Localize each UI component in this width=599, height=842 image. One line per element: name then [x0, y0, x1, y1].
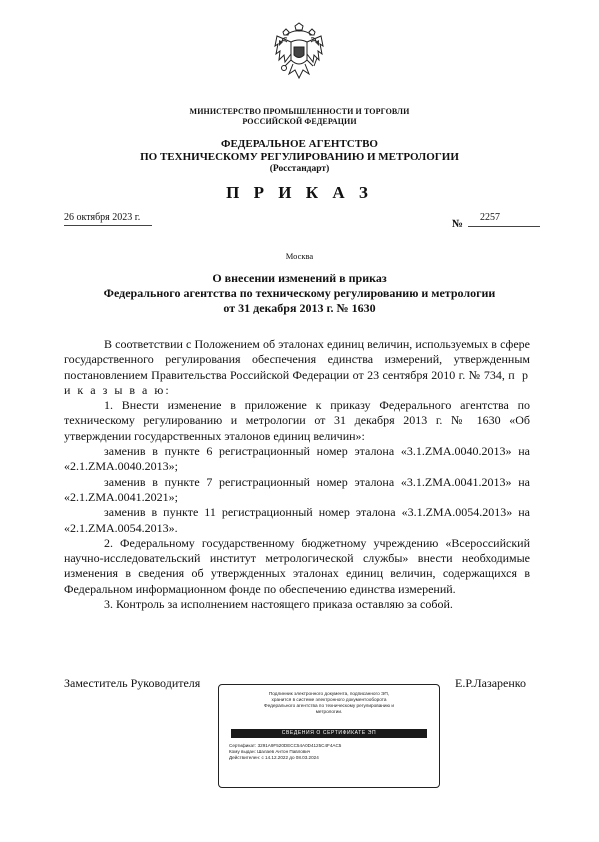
agency-line-1: ФЕДЕРАЛЬНОЕ АГЕНТСТВО: [221, 138, 378, 150]
coat-of-arms-emblem: [271, 22, 327, 88]
stamp-owner-value: Шалаев Антон Павлович: [257, 749, 311, 754]
stamp-valid-label: Действителен:: [229, 755, 261, 760]
city: Москва: [285, 251, 314, 261]
agency-name: [0, 138, 599, 163]
stamp-owner-label: Кому выдан:: [229, 749, 256, 754]
order-body: [64, 337, 530, 612]
decree-word: п р и к а з ы в а ю:: [64, 367, 531, 397]
subject-line-2: Федерального агентства по техническому регулированию и метрологии: [103, 286, 496, 300]
stamp-intro-line-1: Подлинник электронного документа, подписанного ЭП,: [268, 691, 390, 696]
subject-line-1: О внесении изменений в приказ: [212, 271, 387, 285]
agency-line-2: ПО ТЕХНИЧЕСКОМУ РЕГУЛИРОВАНИЮ И МЕТРОЛОГИИ: [140, 150, 459, 163]
signer-name: Е.Р.Лазаренко: [455, 676, 527, 690]
stamp-intro-line-4: метрологии.: [315, 709, 343, 714]
electronic-signature-stamp: [218, 684, 440, 788]
stamp-certificate-header: СВЕДЕНИЯ О СЕРТИФИКАТЕ ЭП: [231, 729, 427, 738]
paragraph-change-11: заменив в пункте 11 регистрационный номер эталона «3.1.ZMA.0054.2013» на «2.1.ZMA.0054.2013».: [64, 505, 530, 535]
stamp-valid-row: [229, 755, 435, 761]
date-underline: [64, 225, 152, 226]
order-date: 26 октября 2023 г.: [64, 212, 141, 223]
paragraph-change-6: заменив в пункте 6 регистрационный номер эталона «3.1.ZMA.0040.2013» на «2.1.ZMA.0040.2013»;: [64, 444, 530, 474]
paragraph-item-1: 1. Внести изменение в приложение к приказу Федерального агентства по техническому регулированию и метрологии от 31 декабря 2013 г. № 1630 «Об утверждении государственных эталонов единиц величин»:: [64, 398, 530, 443]
paragraph-preamble: [64, 337, 530, 398]
stamp-intro: [227, 691, 431, 715]
preamble-text: В соответствии с Положением об эталонах единиц величин, используемых в сфере государственного регулирования обеспечения единства измерений, утвержденным постановлением Правительства Российской Федерации от 23 сентября 2010 г. № 734,: [64, 337, 530, 382]
paragraph-item-2: 2. Федеральному государственному бюджетному учреждению «Всероссийский научно-исследовательский институт метрологической службы» внести необходимые изменения в сведения об утвержденных эталонах единиц величин, содержащихся в Федеральном информационном фонде по обеспечению единства измерений.: [64, 535, 530, 596]
ministry-line-2: РОССИЙСКОЙ ФЕДЕРАЦИИ: [242, 116, 357, 126]
stamp-valid-value: с 14.12.2022 до 08.03.2024: [261, 755, 319, 760]
subject-line-3: от 31 декабря 2013 г. № 1630: [223, 301, 376, 315]
stamp-cert-value: 3291A9F520DECC54A0D4125C4F4AC5: [257, 743, 342, 748]
ministry-name: [0, 107, 599, 126]
stamp-cert-label: Сертификат:: [229, 743, 257, 748]
paragraph-change-7: заменив в пункте 7 регистрационный номер эталона «3.1.ZMA.0041.2013» на «2.1.ZMA.0041.2021»;: [64, 474, 530, 504]
stamp-intro-line-3: Федерального агентства по техническому регулированию и: [264, 703, 394, 708]
stamp-intro-line-2: хранится в системе электронного документооборота: [271, 697, 387, 702]
agency-short-name: (Росстандарт): [269, 164, 330, 174]
order-subject: [0, 271, 599, 316]
signer-title: Заместитель Руководителя: [64, 676, 201, 690]
number-sign: №: [452, 218, 464, 230]
paragraph-item-3: 3. Контроль за исполнением настоящего приказа оставляю за собой.: [104, 597, 453, 612]
number-underline: [468, 226, 540, 227]
document-type-title: П Р И К А З: [226, 183, 373, 202]
order-number: 2257: [480, 212, 500, 223]
stamp-certificate-details: [229, 743, 435, 761]
ministry-line-1: МИНИСТЕРСТВО ПРОМЫШЛЕННОСТИ И ТОРГОВЛИ: [189, 107, 410, 116]
